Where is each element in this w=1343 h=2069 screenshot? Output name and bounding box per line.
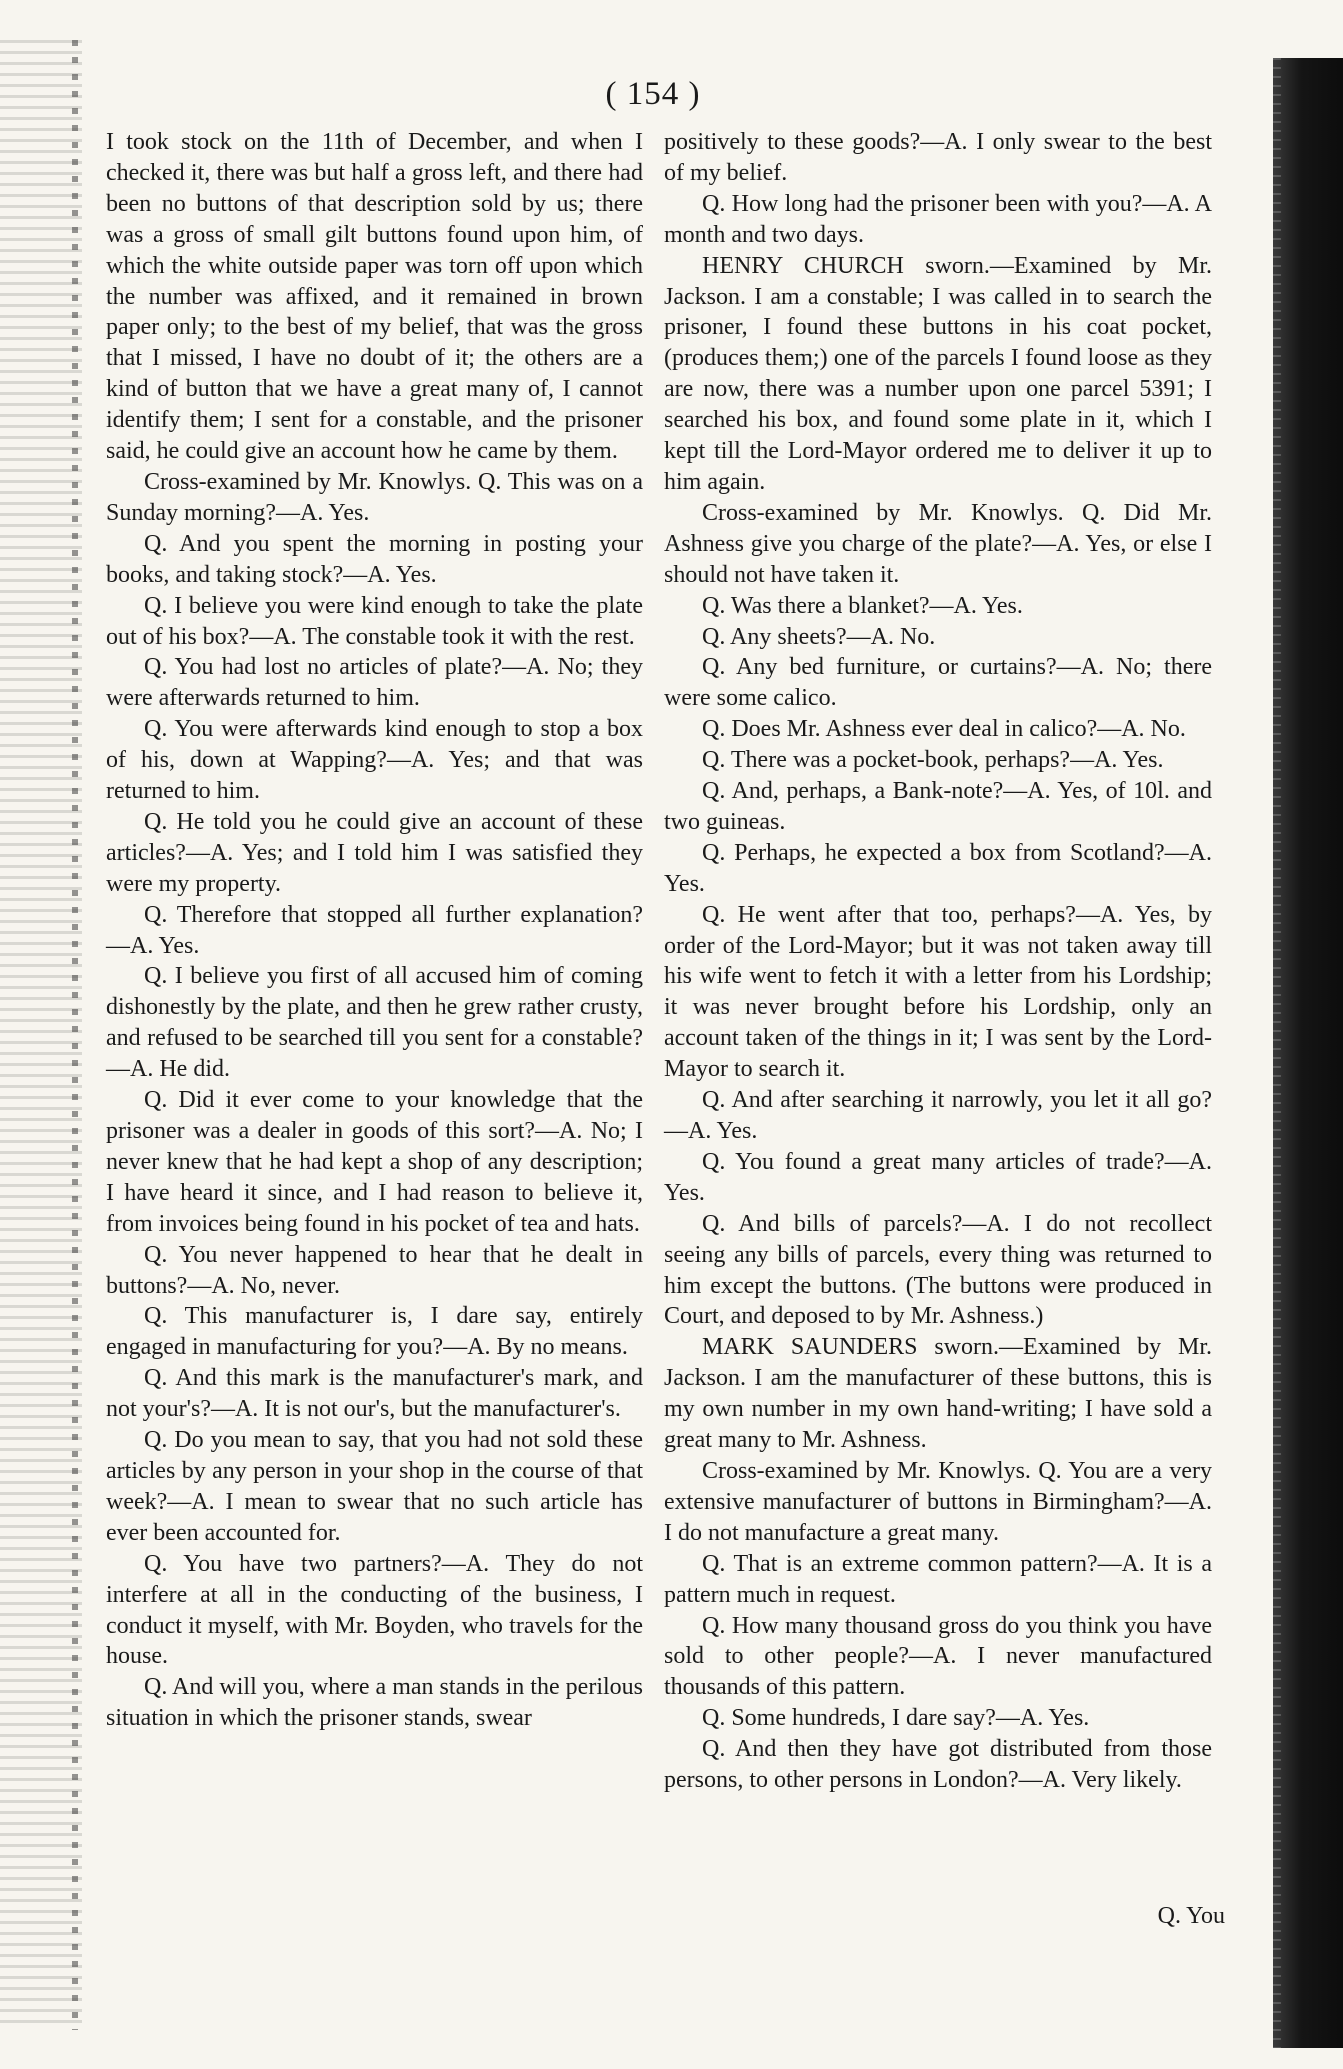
paragraph: Cross-examined by Mr. Knowlys. Q. This was on a Sunday morning?—A. Yes. bbox=[106, 468, 643, 526]
paragraph: Q. How long had the prisoner been with you?—A. A month and two days. bbox=[664, 190, 1212, 248]
paragraph: Q. And this mark is the manufacturer's mark, and not your's?—A. It is not our's, but the manufacturer's. bbox=[106, 1365, 643, 1423]
paragraph: Q. And, perhaps, a Bank-note?—A. Yes, of 10l. and two guineas. bbox=[664, 778, 1212, 835]
paragraph: Q. This manufacturer is, I dare say, entirely engaged in manufacturing for you?—A. By no means. bbox=[106, 1303, 643, 1361]
paragraph: Q. Therefore that stopped all further explanation?—A. Yes. bbox=[106, 901, 643, 959]
page-edge-shadow bbox=[1273, 58, 1343, 2048]
paragraph: Q. You found a great many articles of trade?—A. Yes. bbox=[664, 1148, 1212, 1206]
paragraph: Q. Was there a blanket?—A. Yes. bbox=[702, 592, 1023, 619]
paragraph: Q. Did it ever come to your knowledge that the prisoner was a dealer in goods of this sort?—A. No; I never knew that he had kept a shop of any description; I have heard it since, and I had reason to believe it, from invoices being found in his pocket of tea and hats. bbox=[106, 1087, 643, 1237]
paragraph: Q. And you spent the morning in posting your books, and taking stock?—A. Yes. bbox=[106, 530, 643, 588]
paragraph: Q. That is an extreme common pattern?—A. It is a pattern much in request. bbox=[664, 1550, 1212, 1608]
paragraph: Q. You never happened to hear that he dealt in buttons?—A. No, never. bbox=[106, 1241, 643, 1299]
paragraph: HENRY CHURCH sworn.—Examined by Mr. Jackson. I am a constable; I was called in to search the prisoner, I found these buttons in his coat pocket, (produces them;) one of the parcels I found loose as they are now, there was a number upon one parcel 5391; I searched his box, and found some plate in it, which I kept till the Lord-Mayor ordered me to deliver it up to him again. bbox=[664, 252, 1212, 495]
paragraph: positively to these goods?—A. I only swear to the best of my belief. bbox=[664, 129, 1212, 186]
paragraph: I took stock on the 11th of December, and when I checked it, there was but half a gross left, and there had been no buttons of that description sold by us; there was a gross of small gilt buttons found upon him, of which the white outside paper was torn off upon which the number was affixed, and it remained in brown paper only; to the best of my belief, that was the gross that I missed, I have no doubt of it; the others are a kind of button that we have a great many of, I cannot identify them; I sent for a constable, and the prisoner said, he could give an account how he came by them. bbox=[106, 129, 643, 465]
paragraph: Q. He told you he could give an account of these articles?—A. Yes; and I told him I was satisfied they were my property. bbox=[106, 808, 643, 897]
paragraph: Q. I believe you first of all accused him of coming dishonestly by the plate, and then he grew rather crusty, and refused to be searched till you sent for a constable?—A. He did. bbox=[106, 963, 643, 1083]
paragraph: Q. Any sheets?—A. No. bbox=[702, 623, 936, 650]
paragraph: Q. There was a pocket-book, perhaps?—A. Yes. bbox=[702, 747, 1164, 774]
paragraph: Cross-examined by Mr. Knowlys. Q. You are a very extensive manufacturer of buttons in Birmingham?—A. I do not manufacture a great many. bbox=[664, 1457, 1212, 1546]
paragraph: Q. Does Mr. Ashness ever deal in calico?—A. No. bbox=[702, 716, 1186, 743]
paragraph: Q. Any bed furniture, or curtains?—A. No; there were some calico. bbox=[664, 654, 1212, 712]
paragraph: Q. You have two partners?—A. They do not interfere at all in the conducting of the business, I conduct it myself, with Mr. Boyden, who travels for the house. bbox=[106, 1550, 643, 1670]
paragraph: MARK SAUNDERS sworn.—Examined by Mr. Jackson. I am the manufacturer of these buttons, this is my own number in my own hand-writing; I have sold a great many to Mr. Ashness. bbox=[664, 1334, 1212, 1454]
right-column bbox=[664, 127, 1212, 1796]
paragraph: Q. He went after that too, perhaps?—A. Yes, by order of the Lord-Mayor; but it was not taken away till his wife went to fetch it with a letter from his Lordship; it was never brought before his Lordship, only an account taken of the things in it; I was sent by the Lord-Mayor to search it. bbox=[664, 901, 1212, 1083]
paragraph: Q. Perhaps, he expected a box from Scotland?—A. Yes. bbox=[664, 839, 1212, 897]
paragraph: Cross-examined by Mr. Knowlys. Q. Did Mr. Ashness give you charge of the plate?—A. Yes, or else I should not have taken it. bbox=[664, 499, 1212, 588]
paragraph: Q. And will you, where a man stands in the perilous situation in which the prisoner stands, swear bbox=[106, 1674, 643, 1732]
left-column bbox=[106, 127, 643, 1734]
paragraph: Q. You had lost no articles of plate?—A. No; they were afterwards returned to him. bbox=[106, 654, 643, 712]
paragraph: Q. And then they have got distributed from those persons, to other persons in London?—A. Very likely. bbox=[664, 1736, 1212, 1794]
catchword: Q. You bbox=[1157, 1903, 1225, 1929]
binding-gutter bbox=[0, 40, 82, 2030]
page-number: ( 154 ) bbox=[605, 76, 701, 112]
paragraph: Q. How many thousand gross do you think you have sold to other people?—A. I never manufactured thousands of this pattern. bbox=[664, 1612, 1212, 1701]
paragraph: Q. I believe you were kind enough to take the plate out of his box?—A. The constable took it with the rest. bbox=[106, 592, 643, 650]
paragraph: Q. And bills of parcels?—A. I do not recollect seeing any bills of parcels, every thing was returned to him except the buttons. (The buttons were produced in Court, and deposed to by Mr. Ashness.) bbox=[664, 1210, 1212, 1330]
paragraph: Q. Do you mean to say, that you had not sold these articles by any person in your shop in the course of that week?—A. I mean to swear that no such article has ever been accounted for. bbox=[106, 1427, 643, 1546]
paragraph: Q. And after searching it narrowly, you let it all go?—A. Yes. bbox=[664, 1087, 1212, 1144]
paragraph: Q. You were afterwards kind enough to stop a box of his, down at Wapping?—A. Yes; and that was returned to him. bbox=[106, 716, 643, 805]
paragraph: Q. Some hundreds, I dare say?—A. Yes. bbox=[702, 1705, 1090, 1732]
